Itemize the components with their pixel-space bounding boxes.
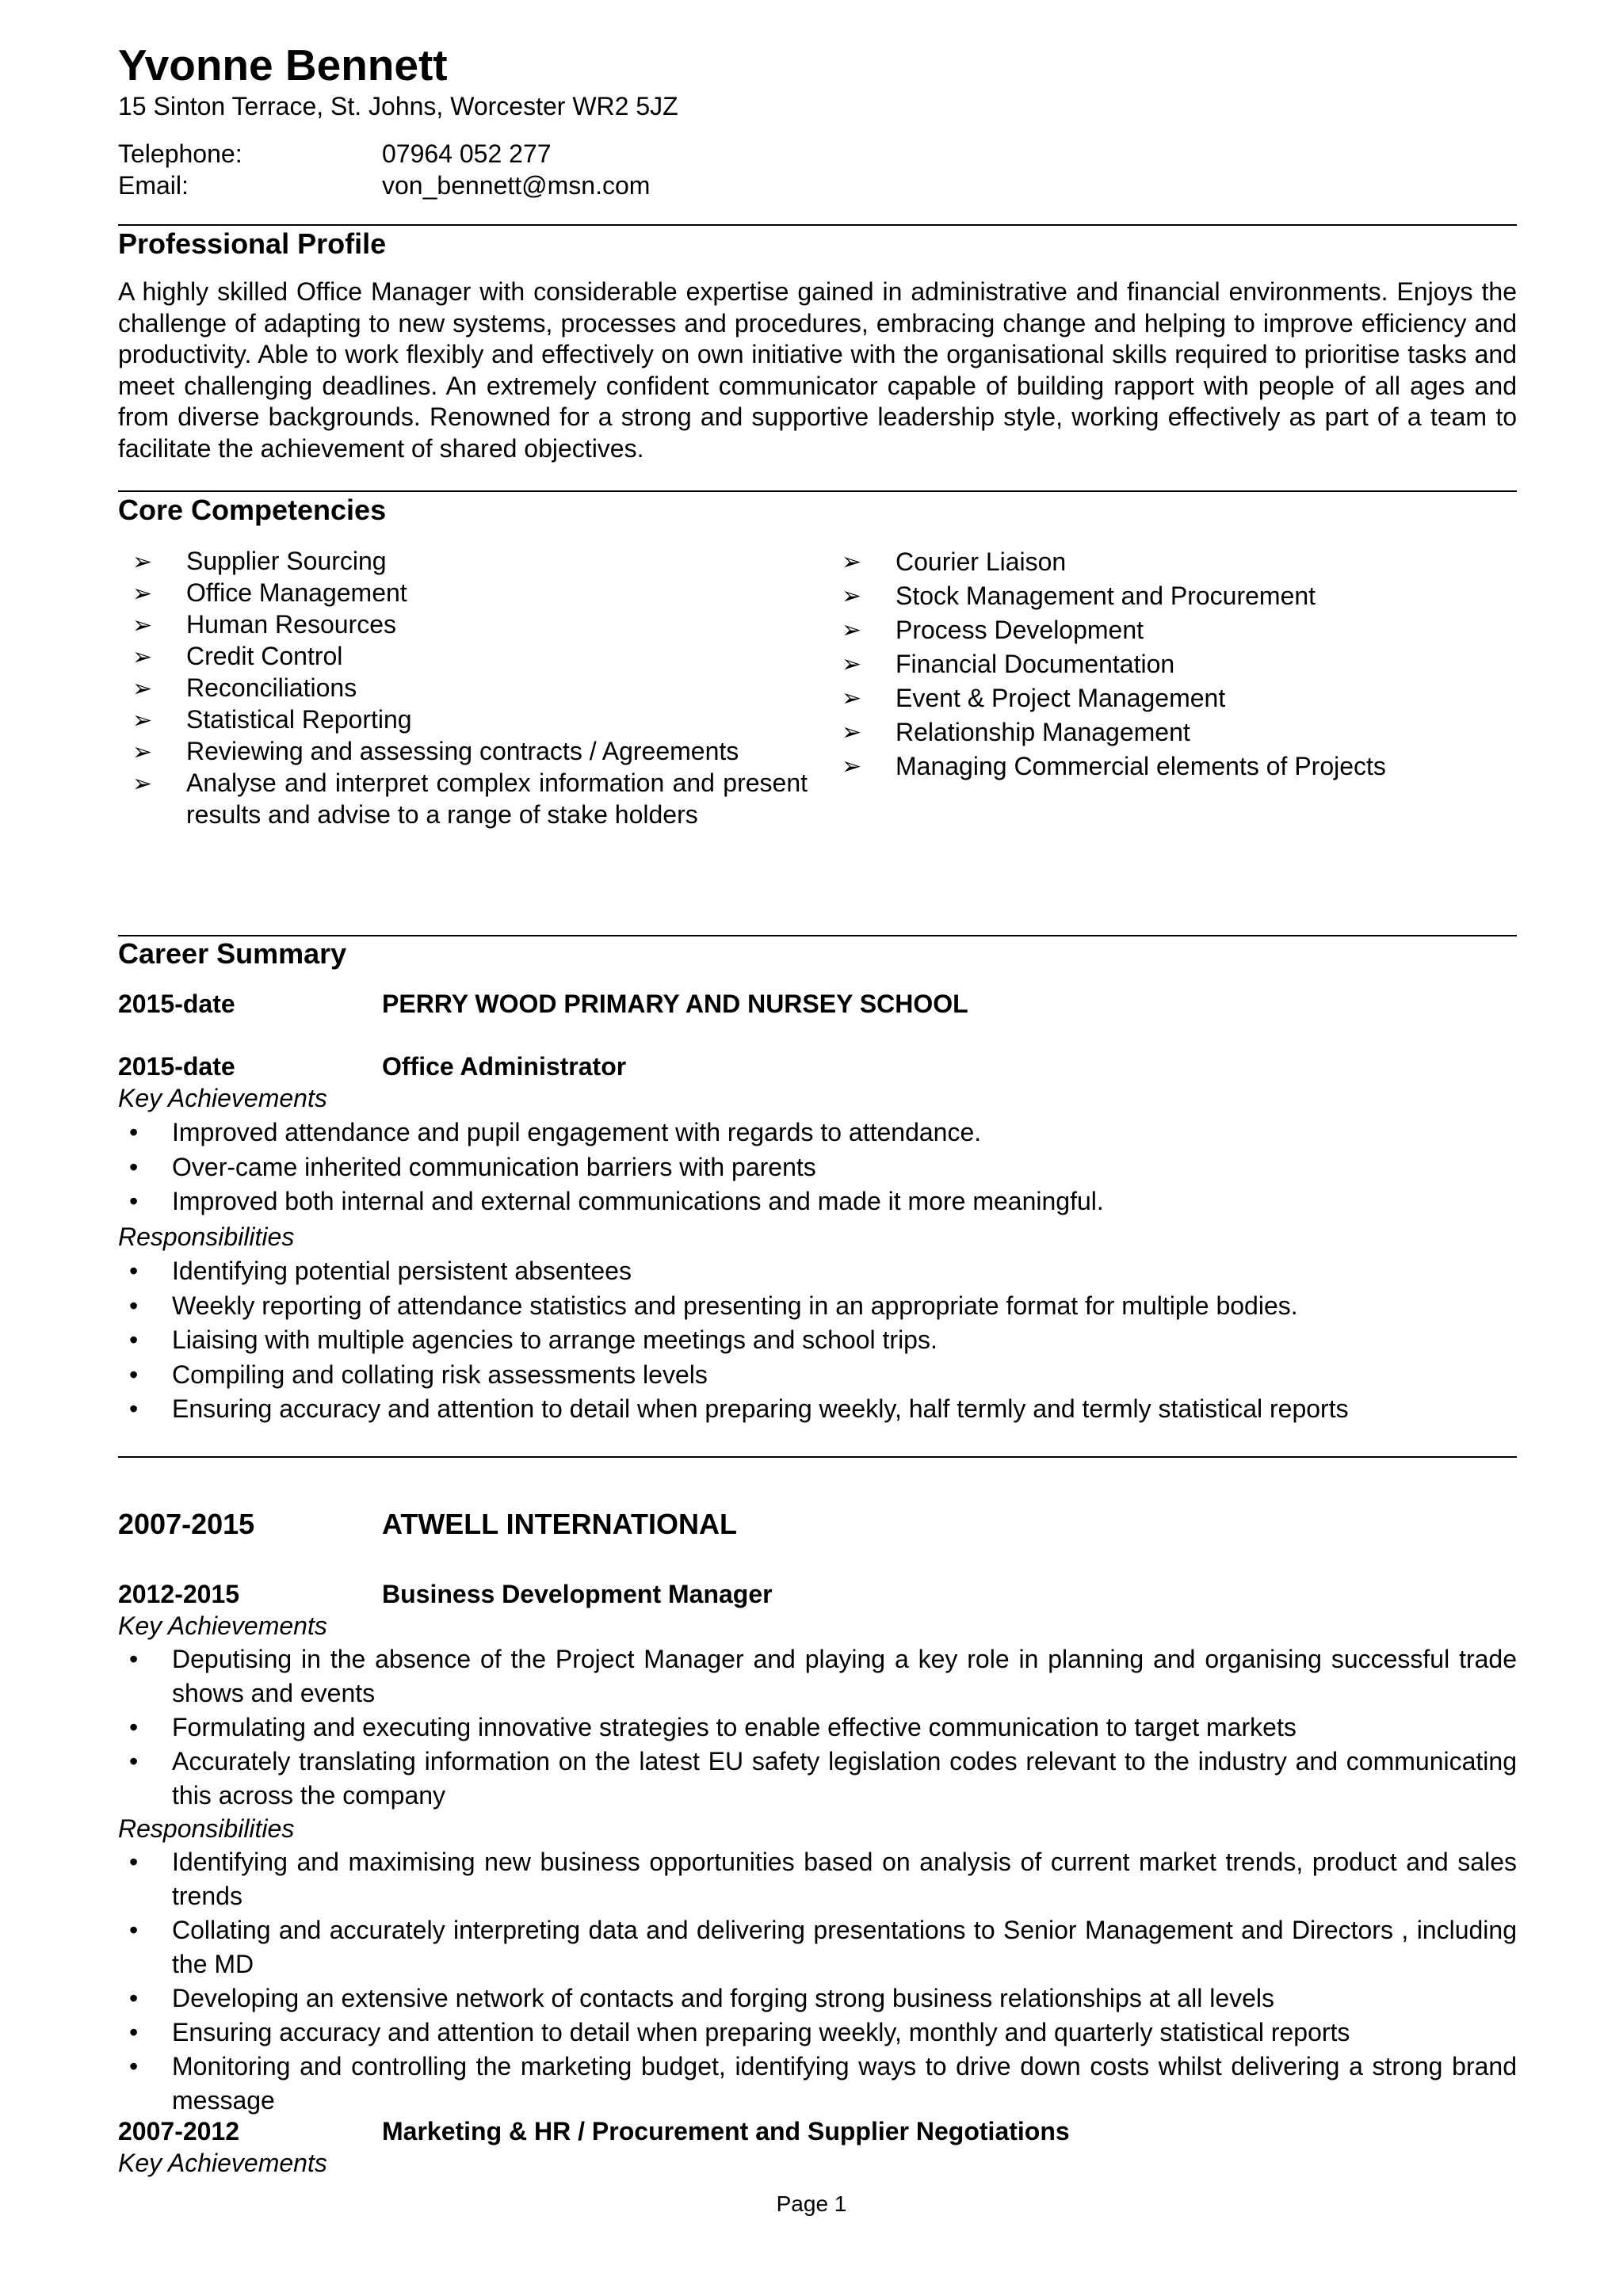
- list-item: ➢ Statistical Reporting: [118, 704, 808, 735]
- bullet-icon: •: [129, 1325, 139, 1354]
- bullet-icon: •: [129, 1848, 139, 1876]
- list-item: ➢ Reviewing and assessing contracts / Agreements: [118, 735, 808, 767]
- divider: [118, 1456, 1517, 1458]
- list-item: • Ensuring accuracy and attention to detail when preparing weekly, monthly and quarterly statistical reports: [118, 2016, 1517, 2050]
- employer-name: ATWELL INTERNATIONAL: [382, 1508, 737, 1540]
- profile-heading: Professional Profile: [118, 227, 387, 260]
- achievements-label: Key Achievements: [118, 2149, 327, 2177]
- profile-text: A highly skilled Office Manager with considerable expertise gained in administrative and financial environments. Enjoys the challenge of adapting to new systems, processes and procedures, embracing change and helping to improve efficiency and productivity. Able to work flexibly and effectively on own initiative with the organisational skills required to prioritise tasks and meet challenging deadlines. An extremely confident communicator capable of building rapport with people of all ages and from diverse backgrounds. Renowned for a strong and supportive leadership style, working effectively as part of a team to facilitate the achievement of shared objectives.: [118, 277, 1517, 463]
- arrow-bullet-icon: ➢: [842, 617, 862, 643]
- telephone-label: Telephone:: [118, 139, 242, 168]
- career-heading: Career Summary: [118, 937, 347, 970]
- list-item: ➢ Human Resources: [118, 608, 808, 640]
- bullet-icon: •: [129, 1291, 139, 1320]
- responsibilities-list: [118, 1845, 1517, 2118]
- employer-date: 2015-date: [118, 990, 235, 1018]
- role-title: Office Administrator: [382, 1052, 627, 1081]
- arrow-bullet-icon: ➢: [842, 651, 862, 677]
- divider: [118, 490, 1517, 492]
- arrow-bullet-icon: ➢: [842, 753, 862, 780]
- list-item: • Developing an extensive network of contacts and forging strong business relationships at all levels: [118, 1981, 1517, 2016]
- list-item: • Ensuring accuracy and attention to detail when preparing weekly, half termly and termly statistical reports: [118, 1392, 1517, 1427]
- list-item: • Monitoring and controlling the marketing budget, identifying ways to drive down costs whilst delivering a strong brand message: [118, 2050, 1517, 2118]
- list-item: • Improved both internal and external communications and made it more meaningful.: [118, 1184, 1517, 1219]
- email-value: von_bennett@msn.com: [382, 171, 651, 200]
- list-item: ➢ Courier Liaison: [827, 545, 1517, 579]
- achievements-label: Key Achievements: [118, 1611, 327, 1640]
- arrow-bullet-icon: ➢: [842, 583, 862, 609]
- achievements-list: [118, 1116, 1517, 1219]
- arrow-bullet-icon: ➢: [132, 739, 153, 765]
- role-date: 2007-2012: [118, 2117, 240, 2145]
- telephone-value: 07964 052 277: [382, 139, 552, 168]
- responsibilities-list: [118, 1254, 1517, 1427]
- bullet-icon: •: [129, 1152, 139, 1181]
- candidate-name: Yvonne Bennett: [118, 40, 448, 90]
- list-item: • Identifying potential persistent absentees: [118, 1254, 1517, 1289]
- list-item: • Over-came inherited communication barriers with parents: [118, 1150, 1517, 1185]
- list-item: • Collating and accurately interpreting data and delivering presentations to Senior Management and Directors , including the MD: [118, 1913, 1517, 1981]
- bullet-icon: •: [129, 1645, 139, 1673]
- candidate-address: 15 Sinton Terrace, St. Johns, Worcester WR2 5JZ: [118, 92, 678, 120]
- arrow-bullet-icon: ➢: [842, 719, 862, 746]
- arrow-bullet-icon: ➢: [132, 644, 153, 670]
- employer-name: PERRY WOOD PRIMARY AND NURSEY SCHOOL: [382, 990, 968, 1018]
- role-date: 2012-2015: [118, 1580, 240, 1608]
- list-item: • Liaising with multiple agencies to arrange meetings and school trips.: [118, 1323, 1517, 1358]
- arrow-bullet-icon: ➢: [132, 612, 153, 639]
- role-title: Business Development Manager: [382, 1580, 773, 1608]
- role-title: Marketing & HR / Procurement and Supplier Negotiations: [382, 2117, 1070, 2145]
- list-item: ➢ Reconciliations: [118, 672, 808, 704]
- page-number: Page 1: [776, 2191, 847, 2216]
- bullet-icon: •: [129, 1394, 139, 1423]
- list-item: ➢ Event & Project Management: [827, 681, 1517, 715]
- list-item: ➢ Supplier Sourcing: [118, 545, 808, 577]
- achievements-list: [118, 1642, 1517, 1813]
- list-item: • Weekly reporting of attendance statistics and presenting in an appropriate format for multiple bodies.: [118, 1289, 1517, 1324]
- arrow-bullet-icon: ➢: [842, 549, 862, 575]
- competencies-right-list: [827, 545, 1517, 784]
- employer-date: 2007-2015: [118, 1508, 255, 1540]
- list-item: ➢ Credit Control: [118, 640, 808, 672]
- arrow-bullet-icon: ➢: [132, 771, 153, 797]
- list-item: ➢ Analyse and interpret complex information and present results and advise to a range of stake holders: [132, 769, 808, 829]
- achievements-label: Key Achievements: [118, 1084, 327, 1112]
- list-item: ➢ Office Management: [118, 577, 808, 608]
- list-item: • Improved attendance and pupil engagement with regards to attendance.: [118, 1116, 1517, 1150]
- bullet-icon: •: [129, 1984, 139, 2012]
- email-label: Email:: [118, 171, 189, 200]
- responsibilities-label: Responsibilities: [118, 1814, 295, 1843]
- role-date: 2015-date: [118, 1052, 235, 1081]
- competencies-heading: Core Competencies: [118, 494, 387, 526]
- list-item: ➢ Relationship Management: [827, 715, 1517, 749]
- arrow-bullet-icon: ➢: [132, 581, 153, 607]
- list-item: • Formulating and executing innovative strategies to enable effective communication to target markets: [118, 1711, 1517, 1745]
- list-item: • Identifying and maximising new business opportunities based on analysis of current market trends, product and sales trends: [118, 1845, 1517, 1913]
- list-item: • Accurately translating information on the latest EU safety legislation codes relevant to the industry and communicating this across the company: [118, 1745, 1517, 1813]
- bullet-icon: •: [129, 2052, 139, 2081]
- list-item: • Deputising in the absence of the Project Manager and playing a key role in planning and organising successful trade shows and events: [118, 1642, 1517, 1711]
- list-item: ➢ Financial Documentation: [827, 647, 1517, 681]
- bullet-icon: •: [129, 1713, 139, 1741]
- arrow-bullet-icon: ➢: [132, 676, 153, 702]
- bullet-icon: •: [129, 1257, 139, 1285]
- bullet-icon: •: [129, 2018, 139, 2046]
- bullet-icon: •: [129, 1916, 139, 1944]
- arrow-bullet-icon: ➢: [132, 549, 153, 575]
- list-item: ➢ Managing Commercial elements of Projects: [827, 749, 1517, 784]
- responsibilities-label: Responsibilities: [118, 1222, 295, 1251]
- bullet-icon: •: [129, 1187, 139, 1215]
- arrow-bullet-icon: ➢: [132, 707, 153, 734]
- arrow-bullet-icon: ➢: [842, 685, 862, 711]
- divider: [118, 224, 1517, 226]
- list-item: • Compiling and collating risk assessments levels: [118, 1358, 1517, 1393]
- bullet-icon: •: [129, 1118, 139, 1146]
- list-item: ➢ Stock Management and Procurement: [827, 579, 1517, 613]
- bullet-icon: •: [129, 1360, 139, 1389]
- bullet-icon: •: [129, 1747, 139, 1775]
- competencies-left-list: [118, 545, 808, 830]
- list-item: ➢ Process Development: [827, 613, 1517, 647]
